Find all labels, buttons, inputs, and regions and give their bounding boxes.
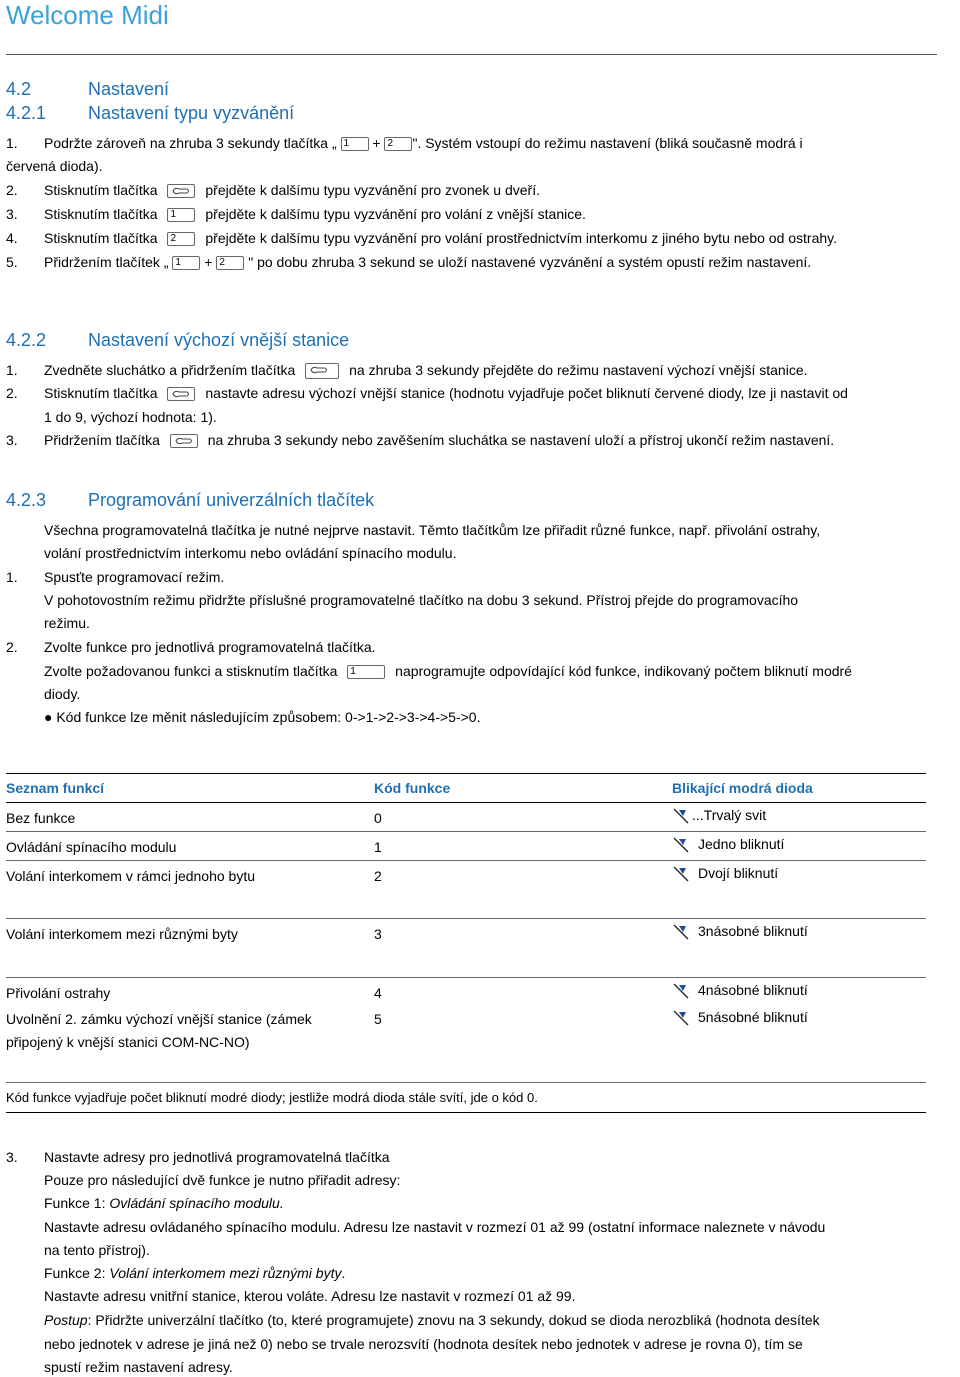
item-text: Zvolte požadovanou funkci a stisknutím tlačítka (44, 663, 338, 679)
key-1-icon (172, 256, 200, 270)
item-text-cont: červená dioda). (6, 158, 103, 174)
punct: . (341, 1265, 346, 1281)
cell-code: 0 (374, 803, 672, 832)
paragraph (44, 1311, 820, 1330)
key-1-icon (341, 137, 369, 151)
key-label: 2 (219, 257, 225, 269)
section-title: Nastavení výchozí vnější stanice (88, 330, 350, 350)
table-row (6, 978, 926, 1007)
blink-text: ...Trvalý svit (692, 807, 767, 823)
item-text: Stisknutím tlačítka (44, 182, 158, 198)
bullet-text: ● Kód funkce lze měnit následujícím způsobem: 0->1->2->3->4->5->0. (44, 709, 481, 725)
lamp-icon (672, 982, 690, 1000)
plus-text: + (204, 254, 213, 270)
column-header: Kód funkce (374, 774, 672, 803)
item-number: 1. (6, 135, 18, 151)
table-header-row (6, 774, 926, 803)
list-item (44, 253, 811, 272)
item-text: ". Systém vstoupí do režimu nastavení (bliká současně modrá i (412, 135, 803, 151)
cell-code: 4 (374, 985, 382, 1001)
table-row (6, 803, 926, 832)
table-row (6, 861, 926, 919)
label: Funkce 1: (44, 1195, 110, 1211)
function-table (6, 773, 926, 1113)
paragraph: Všechna programovatelná tlačítka je nutné nejprve nastavit. Těmto tlačítkům lze přiřadit různé funkce, např. přivolání ostrahy, (44, 522, 821, 538)
key-2-icon (384, 137, 412, 151)
cell-code: 5 (374, 1007, 672, 1083)
blink-text: 4násobné bliknutí (698, 982, 808, 998)
paragraph: Nastavte adresu vnitřní stanice, kterou voláte. Adresu lze nastavit v rozmezí 01 až 99. (44, 1288, 576, 1304)
cell-function: Přivolání ostrahy (6, 985, 111, 1001)
key-label: 1 (170, 209, 177, 221)
key-label: 2 (170, 233, 177, 245)
blink-text: Jedno bliknutí (698, 836, 785, 852)
paragraph: diody. (44, 686, 81, 702)
section-title: Programování univerzálních tlačítek (88, 490, 375, 510)
item-text: Stisknutím tlačítka (44, 230, 158, 246)
paragraph: Pouze pro následující dvě funkce je nutno přiřadit adresy: (44, 1172, 401, 1188)
section-number: 4.2.2 (6, 330, 47, 350)
function-name: Volání interkomem mezi různými byty (109, 1265, 342, 1281)
table-row (6, 919, 926, 978)
lamp-icon (672, 865, 690, 883)
cell-blink (672, 919, 926, 978)
item-number: 3. (6, 206, 18, 222)
plus-text: + (372, 135, 381, 151)
item-number: 3. (6, 432, 18, 448)
paragraph: V pohotovostním režimu přidržte příslušné programovatelné tlačítko na dobu 3 sekund. Přístroj přejde do programovacího (44, 592, 799, 608)
lamp-icon (672, 807, 690, 825)
section-number: 4.2.3 (6, 490, 47, 510)
section-title: Nastavení (88, 79, 170, 99)
item-text: na zhruba 3 sekundy nebo zavěšením sluchátka se nastavení uloží a přístroj ukončí režim nastavení. (207, 432, 835, 448)
table-row (6, 1007, 926, 1083)
cell-text: připojený k vnější stanici COM-NC-NO) (6, 1033, 250, 1050)
table-note: Kód funkce vyjadřuje počet bliknutí modré diody; jestliže modrá dioda stále svítí, jde o kód 0. (6, 1083, 926, 1113)
item-text: přejděte k dalšímu typu vyzvánění pro zvonek u dveří. (205, 182, 540, 198)
key-1-icon (347, 665, 385, 679)
section-number: 4.2 (6, 79, 32, 99)
list-item (44, 662, 852, 681)
list-item (44, 229, 837, 248)
hook-key-icon (167, 387, 195, 401)
item-number: 2. (6, 385, 18, 401)
cell-blink (672, 978, 926, 1007)
item-number: 5. (6, 254, 18, 270)
list-item (44, 181, 540, 200)
item-text: Přidržením tlačítka (44, 432, 160, 448)
list-item (44, 361, 808, 380)
item-text: Stisknutím tlačítka (44, 385, 158, 401)
key-label: 1 (350, 666, 356, 678)
key-label: 1 (343, 138, 350, 150)
cell-code: 2 (374, 861, 672, 919)
table-note-row (6, 1083, 926, 1113)
item-text: Zvedněte sluchátko a přidržením tlačítka (44, 362, 296, 378)
cell-blink (672, 861, 926, 919)
column-header: Seznam funkcí (6, 774, 374, 803)
blink-text: 5násobné bliknutí (698, 1008, 808, 1025)
item-text: Stisknutím tlačítka (44, 206, 158, 222)
paragraph (44, 1194, 284, 1213)
key-1-icon (167, 208, 195, 222)
cell-code: 1 (374, 832, 672, 861)
table-row (6, 832, 926, 861)
list-item (44, 205, 586, 224)
paragraph: spustí režim nastavení adresy. (44, 1359, 233, 1375)
list-item (44, 431, 834, 450)
cell-function: Bez funkce (6, 803, 374, 832)
paragraph (44, 1264, 345, 1283)
function-name: Ovládání spínacího modulu. (109, 1195, 284, 1211)
paragraph: Nastavte adresu ovládaného spínacího modulu. Adresu lze nastavit v rozmezí 01 až 99 (ostatní informace naleznete v návodu (44, 1219, 826, 1235)
item-number: 1. (6, 362, 18, 378)
section-number: 4.2.1 (6, 103, 47, 123)
header-divider (6, 54, 937, 55)
item-number: 2. (6, 182, 18, 198)
section-title: Nastavení typu vyzvánění (88, 103, 295, 123)
cell-function: Volání interkomem v rámci jednoho bytu (6, 861, 374, 919)
blink-text: Dvojí bliknutí (698, 865, 779, 881)
key-2-icon (216, 256, 244, 270)
cell-function (6, 1007, 374, 1083)
key-2-icon (167, 232, 195, 246)
cell-function: Ovládání spínacího modulu (6, 832, 374, 861)
lamp-icon (672, 923, 690, 941)
label: Postup (44, 1312, 88, 1328)
hook-key-icon (170, 434, 198, 448)
item-heading: Spusťte programovací režim. (44, 569, 225, 585)
cell-code: 3 (374, 919, 672, 978)
key-label: 1 (175, 257, 181, 269)
item-text-cont: 1 do 9, výchozí hodnota: 1). (44, 409, 217, 425)
paragraph: na tento přístroj). (44, 1242, 150, 1258)
item-text: přejděte k dalšímu typu vyzvánění pro volání prostřednictvím interkomu z jiného bytu nebo od ostrahy. (205, 230, 838, 246)
cell-blink (672, 1007, 926, 1083)
item-text: naprogramujte odpovídající kód funkce, indikovaný počtem bliknutí modré (395, 663, 852, 679)
list-item (44, 384, 848, 403)
lamp-icon (672, 1009, 690, 1027)
hook-key-icon (167, 184, 195, 198)
paragraph: volání prostřednictvím interkomu nebo ovládání spínacího modulu. (44, 545, 457, 561)
cell-blink (672, 803, 926, 832)
cell-text: Uvolnění 2. zámku výchozí vnější stanice (zámek (6, 1010, 312, 1027)
item-text: na zhruba 3 sekundy přejděte do režimu nastavení výchozí vnější stanice. (349, 362, 808, 378)
item-number: 4. (6, 230, 18, 246)
blink-text: 3násobné bliknutí (698, 923, 808, 939)
item-text: Přidržením tlačítek „ (44, 254, 169, 270)
column-header: Blikající modrá dioda (672, 774, 926, 803)
label: Funkce 2: (44, 1265, 110, 1281)
key-label: 2 (387, 138, 394, 150)
lamp-icon (672, 836, 690, 854)
item-number: 2. (6, 639, 18, 655)
paragraph: nebo jednotek v adrese je jiná než 0) nebo se trvale nerozsvítí (hodnota desítek nebo jednotek v adrese je rovna 0), tím se (44, 1336, 803, 1352)
item-number: 1. (6, 569, 18, 585)
brand-title: Welcome Midi (6, 0, 169, 30)
item-number: 3. (6, 1149, 18, 1165)
text: : Přidržte univerzální tlačítko (to, které programujete) znovu na 3 sekundy, dokud se dioda nerozbliká (hodnota desítek (87, 1312, 820, 1328)
cell-function: Volání interkomem mezi různými byty (6, 919, 374, 978)
item-heading: Nastavte adresy pro jednotlivá programovatelná tlačítka (44, 1149, 390, 1165)
item-heading: Zvolte funkce pro jednotlivá programovatelná tlačítka. (44, 639, 376, 655)
item-text: nastavte adresu výchozí vnější stanice (hodnotu vyjadřuje počet bliknutí červené diody, lze ji nastavit od (205, 385, 848, 401)
paragraph: režimu. (44, 615, 90, 631)
item-text: Podržte zároveň na zhruba 3 sekundy tlačítka „ (44, 135, 337, 151)
hook-key-icon (305, 363, 339, 379)
cell-blink (672, 832, 926, 861)
item-text: přejděte k dalšímu typu vyzvánění pro volání z vnější stanice. (205, 206, 586, 222)
list-item (44, 134, 803, 153)
item-text: " po dobu zhruba 3 sekund se uloží nastavené vyzvánění a systém opustí režim nastavení. (248, 254, 812, 270)
